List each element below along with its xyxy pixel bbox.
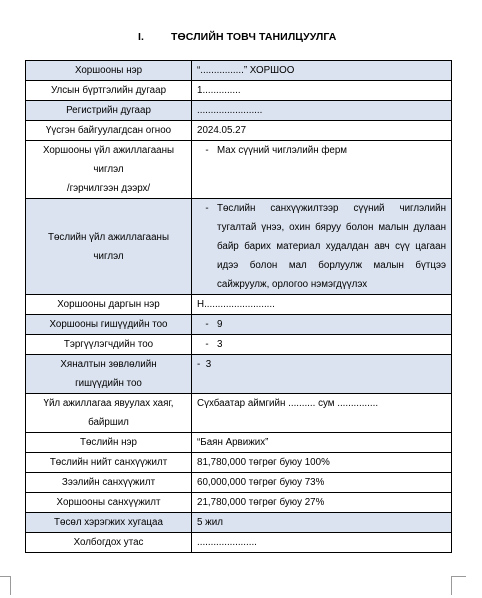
row-label-line: /гэрчилгээн дээрх/ — [66, 183, 151, 194]
row-label-line: байршил — [88, 417, 129, 428]
project-summary-table — [25, 60, 452, 553]
table-row — [26, 513, 452, 533]
row-label: Холбогдох утас — [26, 533, 192, 553]
row-label-line: Хоршооны үйл ажиллагааны — [42, 145, 175, 156]
row-label: Хоршооны нэр — [26, 61, 192, 81]
row-label: Хоршооны гишүүдийн тоо — [26, 315, 192, 335]
row-label-line: чиглэл — [93, 250, 124, 262]
row-label: Регистрийн дугаар — [26, 101, 192, 121]
row-value: Н.......................... — [192, 295, 452, 315]
row-label-line: гишүүдийн тоо — [75, 378, 142, 389]
row-label — [26, 141, 192, 199]
table-row — [26, 101, 452, 121]
table-row — [26, 433, 452, 453]
row-label: Тэргүүлэгчдийн тоо — [26, 335, 192, 355]
row-label — [26, 355, 192, 394]
activity-text: Мах сүүний чиглэлийн ферм — [217, 145, 348, 156]
dash-marker: - — [205, 145, 209, 156]
row-value — [192, 315, 452, 335]
table-row — [26, 335, 452, 355]
row-label: Зээлийн санхүүжилт — [26, 473, 192, 493]
row-label: Төслийн нэр — [26, 433, 192, 453]
table-row — [26, 473, 452, 493]
row-label: Төсөл хэрэгжих хугацаа — [26, 513, 192, 533]
row-value: 5 жил — [192, 513, 452, 533]
row-label: Хоршооны даргын нэр — [26, 295, 192, 315]
table-row — [26, 141, 452, 199]
table-row — [26, 355, 452, 394]
row-label-line: чиглэл — [93, 164, 124, 175]
row-value: 1.............. — [192, 81, 452, 101]
row-label — [26, 199, 192, 295]
row-value: - 3 — [192, 355, 452, 394]
table-row — [26, 199, 452, 295]
dash-marker: - — [205, 339, 209, 350]
members-count: 9 — [217, 319, 223, 330]
board-count: 3 — [217, 339, 223, 350]
row-value: “Баян Арвижих” — [192, 433, 452, 453]
row-value: “................” ХОРШОО — [192, 61, 452, 81]
table-row — [26, 295, 452, 315]
row-label: Төслийн нийт санхүүжилт — [26, 453, 192, 473]
row-value: 81,780,000 төгрөг буюу 100% — [192, 453, 452, 473]
row-label-line: Үйл ажиллагаа явуулах хаяг, — [43, 398, 174, 409]
row-value: ...................... — [192, 533, 452, 553]
row-label — [26, 394, 192, 433]
table-row — [26, 121, 452, 141]
table-row — [26, 453, 452, 473]
row-value: 2024.05.27 — [192, 121, 452, 141]
page-corner-mark-right — [451, 576, 466, 595]
table-row — [26, 493, 452, 513]
project-activity-text: Төслийн санхүүжилтээр сүүний чиглэлийн тугалтай үнээ, охин бяруу болон малын дулаан байр барих материал худалдан авч сүү цагаан идээ болон мал борлуулж малын бүтцээ сайжруулж, орлогоо нэмэгдүүлэх — [217, 203, 446, 290]
row-value: ........................ — [192, 101, 452, 121]
row-value — [192, 141, 452, 199]
row-value: 21,780,000 төгрөг буюу 27% — [192, 493, 452, 513]
row-value: Сүхбаатар аймгийн .......... сум ............... — [192, 394, 452, 433]
row-value: 60,000,000 төгрөг буюу 73% — [192, 473, 452, 493]
dash-marker: - — [205, 319, 209, 330]
section-title: ТӨСЛИЙН ТОВЧ ТАНИЛЦУУЛГА — [171, 31, 337, 43]
row-label-line: Хяналтын зөвлөлийн — [60, 359, 157, 370]
row-label-line: Төслийн үйл ажиллагааны — [48, 231, 169, 243]
table-row — [26, 61, 452, 81]
row-value — [192, 335, 452, 355]
table-row — [26, 81, 452, 101]
table-row — [26, 315, 452, 335]
table-row — [26, 394, 452, 433]
page-corner-mark-left — [0, 576, 11, 595]
row-label: Хоршооны санхүүжилт — [26, 493, 192, 513]
row-label: Улсын бүртгэлийн дугаар — [26, 81, 192, 101]
section-number: I. — [138, 31, 145, 43]
table-row — [26, 533, 452, 553]
row-value — [192, 199, 452, 295]
dash-marker: - — [205, 203, 209, 214]
row-label: Үүсгэн байгуулагдсан огноо — [26, 121, 192, 141]
